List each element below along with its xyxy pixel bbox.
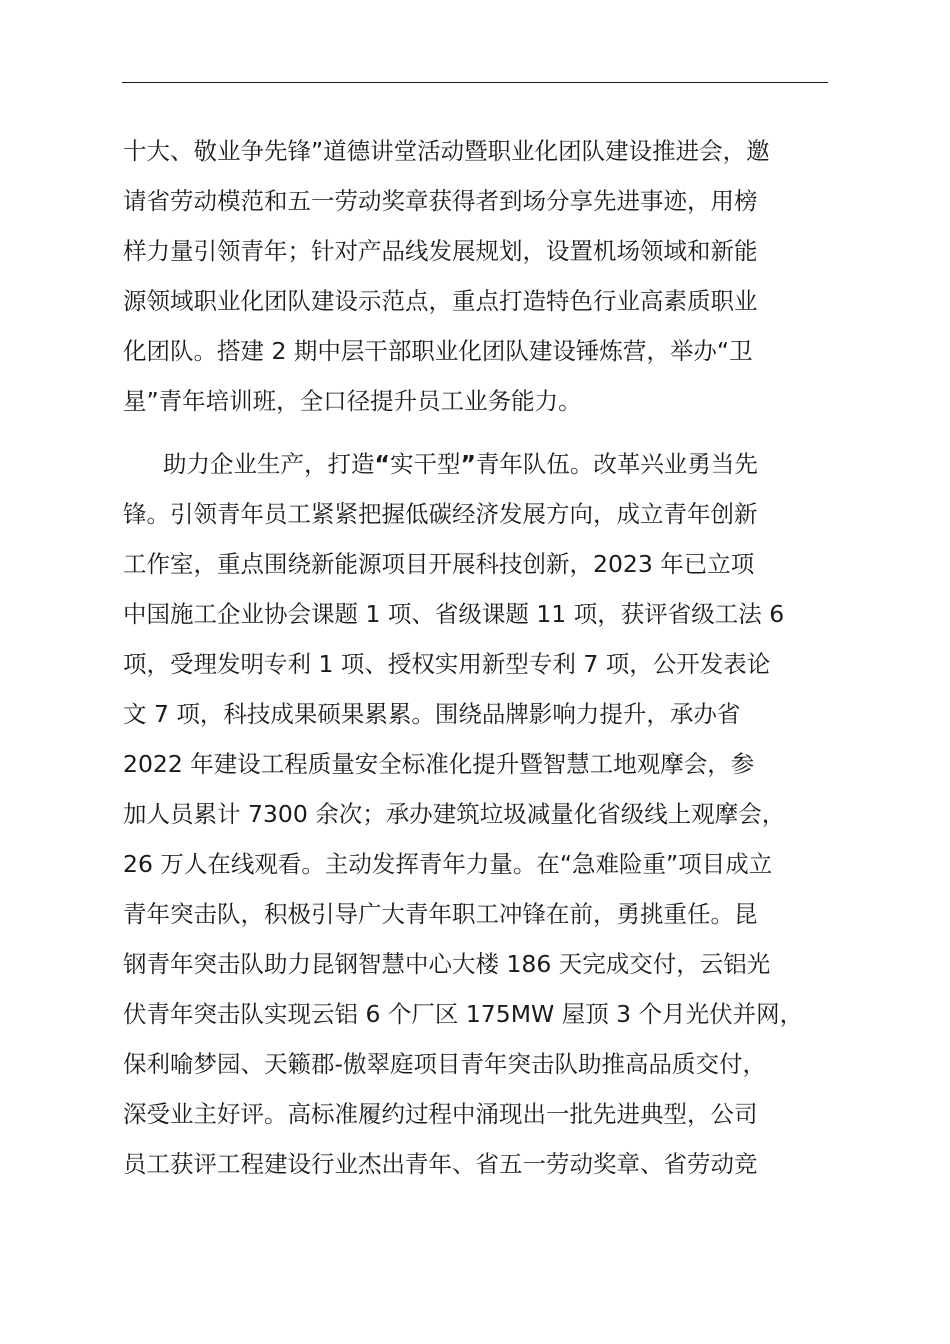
open-quote: “ (374, 450, 390, 478)
text-line: 青年突击队，积极引导广大青年职工冲锋在前，勇挑重任。昆 (123, 900, 758, 928)
text-line: 26 万人在线观看。主动发挥青年力量。在“急难险重”项目成立 (123, 850, 773, 878)
text-line: 锋。引领青年员工紧紧把握低碳经济发展方向，成立青年创新 (123, 500, 758, 528)
first-line-post: 青年队伍。改革兴业勇当先 (475, 450, 758, 478)
text-line: 伏青年突击队实现云铝 6 个厂区 175MW 屋顶 3 个月光伏并网， (123, 1000, 804, 1028)
body-text (123, 126, 829, 1189)
text-line: 2022 年建设工程质量安全标准化提升暨智慧工地观摩会，参 (123, 750, 755, 778)
text-line: 中国施工企业协会课题 1 项、省级课题 11 项，获评省级工法 6 (123, 600, 785, 628)
text-line: 化团队。搭建 2 期中层干部职业化团队建设锤炼营，举办“卫 (123, 337, 753, 365)
text-line: 钢青年突击队助力昆钢智慧中心大楼 186 天完成交付，云铝光 (123, 950, 771, 978)
text-line: 加人员累计 7300 余次；承办建筑垃圾减量化省级线上观摩会， (123, 800, 786, 828)
paragraph-2 (123, 439, 829, 1189)
text-line: 项，受理发明专利 1 项、授权实用新型专利 7 项，公开发表论 (123, 650, 771, 678)
header-rule (122, 82, 828, 83)
text-line: 深受业主好评。高标准履约过程中涌现出一批先进典型，公司 (123, 1100, 758, 1128)
text-line: 源领域职业化团队建设示范点，重点打造特色行业高素质职业 (123, 287, 758, 315)
text-line: 工作室，重点围绕新能源项目开展科技创新，2023 年已立项 (123, 550, 755, 578)
paragraph-gap (123, 426, 829, 439)
text-line: 星”青年培训班，全口径提升员工业务能力。 (123, 387, 582, 415)
text-line: 保利喻梦园、天籁郡-傲翠庭项目青年突击队助推高品质交付， (123, 1050, 766, 1078)
close-quote: ” (460, 450, 476, 478)
paragraph-2-first-line (123, 439, 829, 489)
first-line-pre: 助力企业生产，打造 (163, 450, 375, 478)
text-line: 样力量引领青年；针对产品线发展规划，设置机场领域和新能 (123, 237, 758, 265)
paragraph-1 (123, 126, 829, 426)
highlight-term: 实干型 (389, 450, 461, 478)
text-line: 请省劳动模范和五一劳动奖章获得者到场分享先进事迹，用榜 (123, 187, 758, 215)
text-line: 十大、敬业争先锋”道德讲堂活动暨职业化团队建设推进会，邀 (123, 137, 770, 165)
text-line: 文 7 项，科技成果硕果累累。围绕品牌影响力提升，承办省 (123, 700, 741, 728)
text-line: 员工获评工程建设行业杰出青年、省五一劳动奖章、省劳动竞 (123, 1150, 758, 1178)
